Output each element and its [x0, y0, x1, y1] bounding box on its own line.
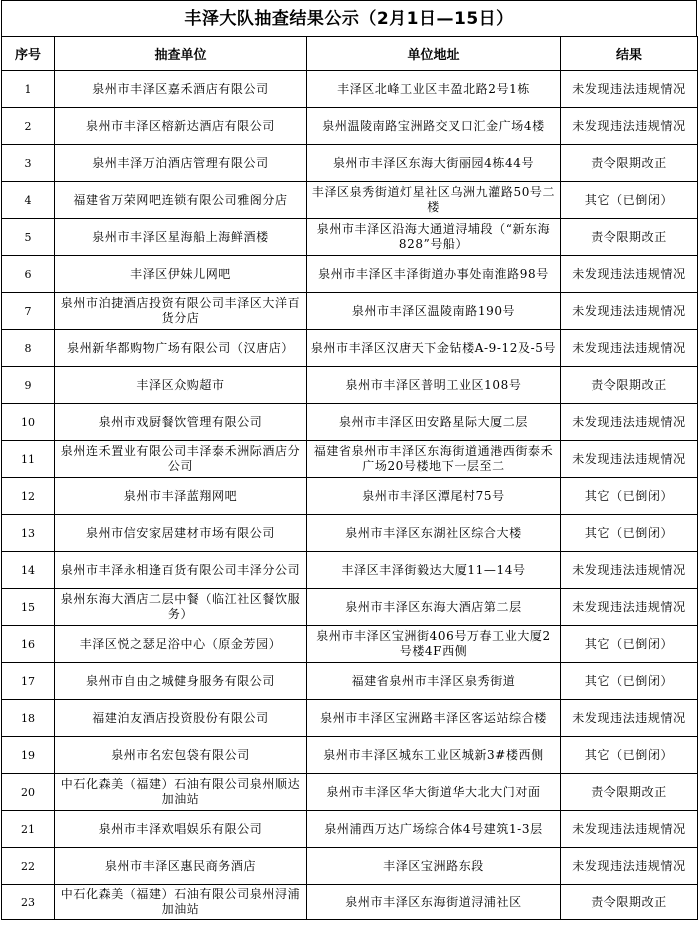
cell-unit: 中石化森美（福建）石油有限公司泉州浔浦加油站	[55, 885, 307, 920]
cell-unit: 泉州市丰泽欢唱娱乐有限公司	[55, 811, 307, 848]
cell-result: 未发现违法违规情况	[561, 589, 698, 626]
cell-address: 泉州市丰泽区东海街道浔浦社区	[307, 885, 561, 920]
table-row	[2, 256, 698, 293]
cell-no: 13	[2, 515, 55, 552]
cell-unit: 泉州市泊捷酒店投资有限公司丰泽区大洋百货分店	[55, 293, 307, 330]
cell-result: 其它（已倒闭）	[561, 626, 698, 663]
table-row	[2, 626, 698, 663]
cell-no: 22	[2, 848, 55, 885]
cell-address: 泉州市丰泽区温陵南路190号	[307, 293, 561, 330]
table-row	[2, 367, 698, 404]
table-row	[2, 774, 698, 811]
cell-result: 未发现违法违规情况	[561, 700, 698, 737]
cell-address: 福建省泉州市丰泽区东海街道通港西街泰禾广场20号楼地下一层至二	[307, 441, 561, 478]
cell-result: 责令限期改正	[561, 219, 698, 256]
cell-result: 责令限期改正	[561, 367, 698, 404]
page-title: 丰泽大队抽查结果公示（2月1日—15日）	[1, 0, 697, 36]
cell-result: 未发现违法违规情况	[561, 811, 698, 848]
cell-unit: 泉州市丰泽区惠民商务酒店	[55, 848, 307, 885]
cell-unit: 丰泽区悦之瑟足浴中心（原金芳园）	[55, 626, 307, 663]
cell-unit: 泉州市丰泽区星海船上海鲜酒楼	[55, 219, 307, 256]
cell-address: 泉州市丰泽区城东工业区城新3#楼西侧	[307, 737, 561, 774]
table-row	[2, 293, 698, 330]
table-row	[2, 552, 698, 589]
cell-unit: 丰泽区伊妹儿网吧	[55, 256, 307, 293]
cell-no: 18	[2, 700, 55, 737]
cell-address: 泉州市丰泽区东海大酒店第二层	[307, 589, 561, 626]
cell-no: 17	[2, 663, 55, 700]
cell-address: 泉州市丰泽区东湖社区综合大楼	[307, 515, 561, 552]
table-row	[2, 441, 698, 478]
cell-no: 12	[2, 478, 55, 515]
table-row	[2, 515, 698, 552]
cell-result: 其它（已倒闭）	[561, 663, 698, 700]
cell-no: 19	[2, 737, 55, 774]
cell-result: 未发现违法违规情况	[561, 293, 698, 330]
cell-result: 未发现违法违规情况	[561, 552, 698, 589]
header-address: 单位地址	[307, 37, 561, 71]
cell-address: 泉州市丰泽区田安路星际大厦二层	[307, 404, 561, 441]
cell-result: 责令限期改正	[561, 145, 698, 182]
cell-unit: 泉州市信安家居建材市场有限公司	[55, 515, 307, 552]
cell-address: 泉州市丰泽区汉唐天下金钻楼A-9-12及-5号	[307, 330, 561, 367]
cell-address: 泉州市丰泽区丰泽街道办事处南淮路98号	[307, 256, 561, 293]
cell-no: 11	[2, 441, 55, 478]
cell-unit: 泉州市名宏包袋有限公司	[55, 737, 307, 774]
cell-unit: 泉州丰泽万泊酒店管理有限公司	[55, 145, 307, 182]
table-row	[2, 737, 698, 774]
cell-no: 20	[2, 774, 55, 811]
cell-result: 其它（已倒闭）	[561, 737, 698, 774]
table-row	[2, 330, 698, 367]
cell-unit: 泉州东海大酒店二层中餐（临江社区餐饮服务）	[55, 589, 307, 626]
cell-unit: 泉州市丰泽区榕新达酒店有限公司	[55, 108, 307, 145]
cell-unit: 泉州市戏厨餐饮管理有限公司	[55, 404, 307, 441]
header-result: 结果	[561, 37, 698, 71]
cell-result: 未发现违法违规情况	[561, 330, 698, 367]
cell-no: 7	[2, 293, 55, 330]
cell-address: 泉州温陵南路宝洲路交叉口汇金广场4楼	[307, 108, 561, 145]
cell-no: 4	[2, 182, 55, 219]
cell-address: 泉州市丰泽区普明工业区108号	[307, 367, 561, 404]
cell-result: 责令限期改正	[561, 885, 698, 920]
cell-no: 14	[2, 552, 55, 589]
table-row	[2, 71, 698, 108]
cell-result: 未发现违法违规情况	[561, 404, 698, 441]
cell-address: 泉州浦西万达广场综合体4号建筑1-3层	[307, 811, 561, 848]
cell-result: 责令限期改正	[561, 774, 698, 811]
cell-address: 丰泽区泉秀街道灯星社区乌洲九灌路50号二楼	[307, 182, 561, 219]
cell-no: 15	[2, 589, 55, 626]
cell-no: 3	[2, 145, 55, 182]
table-row	[2, 478, 698, 515]
table-row	[2, 145, 698, 182]
cell-address: 泉州市丰泽区潭尾村75号	[307, 478, 561, 515]
cell-unit: 泉州新华都购物广场有限公司（汉唐店）	[55, 330, 307, 367]
results-sheet	[1, 0, 697, 920]
header-row	[2, 37, 698, 71]
cell-unit: 丰泽区众购超市	[55, 367, 307, 404]
cell-result: 未发现违法违规情况	[561, 848, 698, 885]
cell-result: 未发现违法违规情况	[561, 108, 698, 145]
header-no: 序号	[2, 37, 55, 71]
cell-unit: 福建省万荣网吧连锁有限公司雅阁分店	[55, 182, 307, 219]
table-row	[2, 848, 698, 885]
table-row	[2, 663, 698, 700]
cell-address: 福建省泉州市丰泽区泉秀街道	[307, 663, 561, 700]
cell-no: 6	[2, 256, 55, 293]
cell-no: 9	[2, 367, 55, 404]
cell-no: 1	[2, 71, 55, 108]
cell-result: 其它（已倒闭）	[561, 515, 698, 552]
table-body	[2, 71, 698, 920]
table-row	[2, 700, 698, 737]
cell-unit: 泉州市丰泽区嘉禾酒店有限公司	[55, 71, 307, 108]
table-row	[2, 811, 698, 848]
table-row	[2, 589, 698, 626]
cell-no: 2	[2, 108, 55, 145]
cell-no: 8	[2, 330, 55, 367]
table-row	[2, 404, 698, 441]
cell-result: 其它（已倒闭）	[561, 478, 698, 515]
cell-no: 21	[2, 811, 55, 848]
table-row	[2, 182, 698, 219]
table-row	[2, 219, 698, 256]
cell-address: 泉州市丰泽区沿海大通道浔埔段（“新东海828”号船）	[307, 219, 561, 256]
cell-unit: 泉州连禾置业有限公司丰泽泰禾洲际酒店分公司	[55, 441, 307, 478]
cell-unit: 中石化森美（福建）石油有限公司泉州顺达加油站	[55, 774, 307, 811]
cell-address: 丰泽区北峰工业区丰盈北路2号1栋	[307, 71, 561, 108]
cell-unit: 泉州市丰泽蓝翔网吧	[55, 478, 307, 515]
cell-unit: 泉州市丰泽永相逢百货有限公司丰泽分公司	[55, 552, 307, 589]
cell-address: 泉州市丰泽区华大街道华大北大门对面	[307, 774, 561, 811]
cell-no: 5	[2, 219, 55, 256]
results-table	[1, 36, 698, 920]
table-row	[2, 108, 698, 145]
cell-result: 未发现违法违规情况	[561, 71, 698, 108]
cell-no: 16	[2, 626, 55, 663]
cell-no: 23	[2, 885, 55, 920]
cell-unit: 福建泊友酒店投资股份有限公司	[55, 700, 307, 737]
table-row	[2, 885, 698, 920]
cell-result: 未发现违法违规情况	[561, 256, 698, 293]
cell-result: 其它（已倒闭）	[561, 182, 698, 219]
cell-address: 丰泽区宝洲路东段	[307, 848, 561, 885]
header-unit: 抽查单位	[55, 37, 307, 71]
cell-address: 丰泽区丰泽街毅达大厦11—14号	[307, 552, 561, 589]
cell-no: 10	[2, 404, 55, 441]
cell-address: 泉州市丰泽区东海大街丽园4栋44号	[307, 145, 561, 182]
cell-address: 泉州市丰泽区宝洲街406号万春工业大厦2号楼4F西侧	[307, 626, 561, 663]
cell-unit: 泉州市自由之城健身服务有限公司	[55, 663, 307, 700]
cell-result: 未发现违法违规情况	[561, 441, 698, 478]
cell-address: 泉州市丰泽区宝洲路丰泽区客运站综合楼	[307, 700, 561, 737]
